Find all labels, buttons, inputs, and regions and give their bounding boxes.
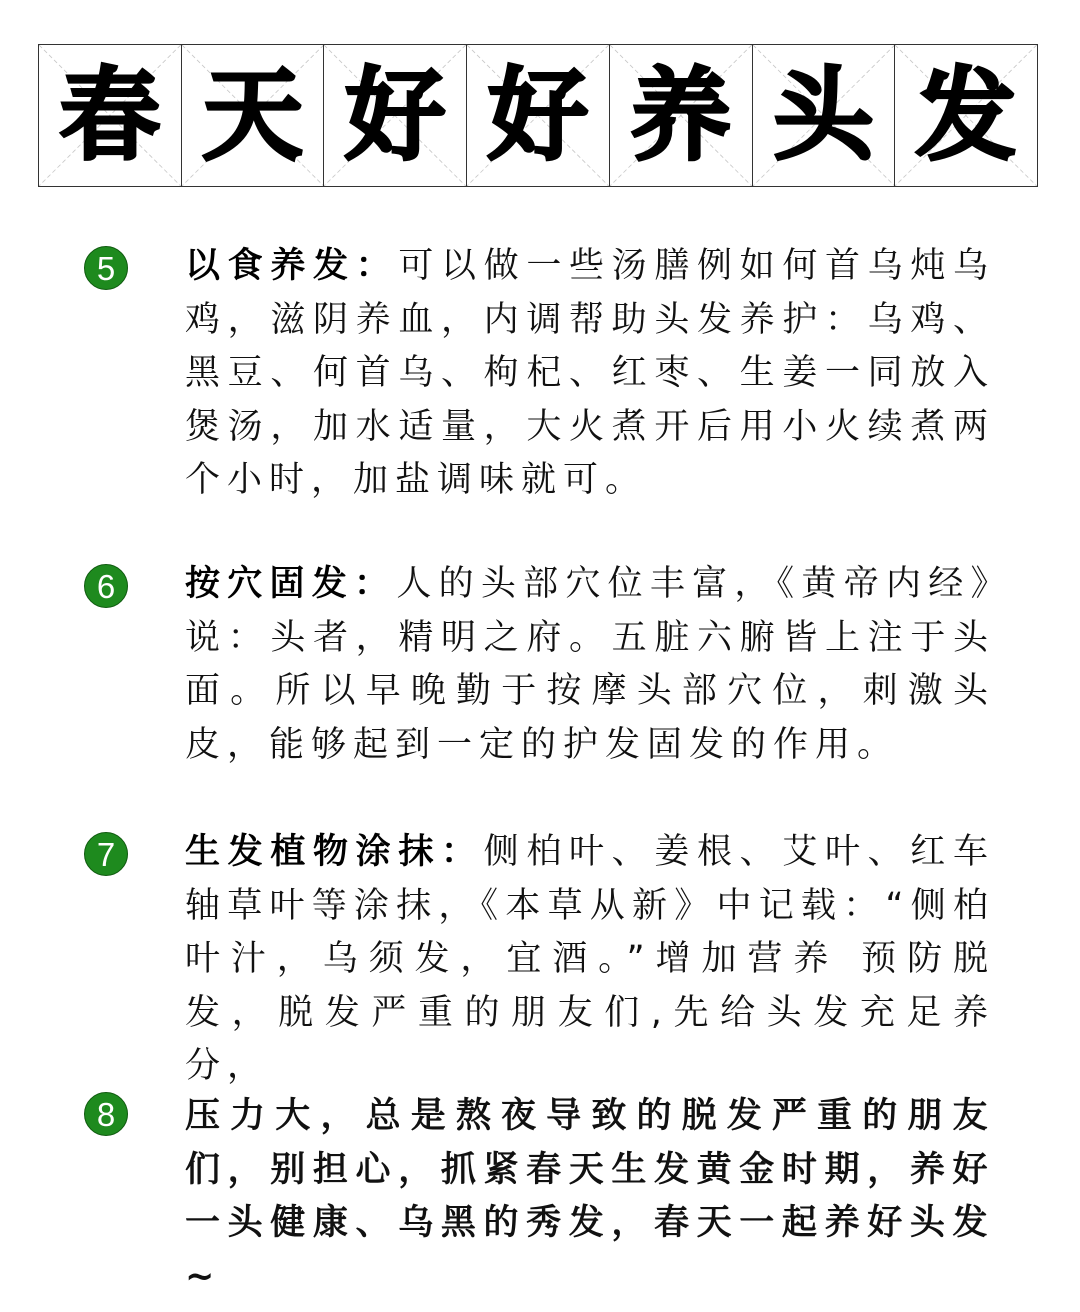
title-cell	[467, 45, 610, 186]
tip-body: 压力大，总是熬夜导致的脱发严重的朋友们，别担心，抓紧春天生发黄金时期，养好一头健康、乌黑的秀发，春天一起养好头发~	[185, 1096, 995, 1297]
number-badge: 6	[84, 564, 128, 608]
title-cell	[182, 45, 325, 186]
title-char: 好	[345, 56, 446, 174]
tip-body: 人的头部穴位丰富，《黄帝内经》说：头者，精明之府。五脏六腑皆上注于头面。所以早晚勤于按摩头部穴位，刺激头皮，能够起到一定的护发固发的作用。	[185, 564, 995, 765]
tip-heading: 以食养发：	[185, 246, 399, 286]
number-badge: 8	[84, 1092, 128, 1136]
tip-paragraph	[185, 558, 995, 772]
title-char: 养	[630, 56, 731, 174]
title-cell	[324, 45, 467, 186]
tip-body: 可以做一些汤膳例如何首乌炖乌鸡，滋阴养血，内调帮助头发养护：乌鸡、黑豆、何首乌、枸杞、红枣、生姜一同放入煲汤，加水适量，大火煮开后用小火续煮两个小时，加盐调味就可。	[185, 246, 995, 500]
tip-paragraph	[185, 240, 995, 508]
title-cell	[753, 45, 896, 186]
title-char: 头	[773, 56, 874, 174]
title-cell	[39, 45, 182, 186]
tip-paragraph	[185, 826, 995, 1094]
title-char: 好	[488, 56, 589, 174]
title-cell	[895, 45, 1037, 186]
title-grid	[38, 44, 1038, 187]
tip-heading: 生发植物涂抹：	[185, 832, 484, 872]
title-char: 天	[202, 56, 303, 174]
tip-body: 侧柏叶、姜根、艾叶、红车轴草叶等涂抹，《本草从新》中记载：“侧柏叶汁，乌须发，宜酒。”增加营养 预防脱发，脱发严重的朋友们,先给头发充足养分，	[185, 832, 995, 1086]
number-badge: 5	[84, 246, 128, 290]
title-cell	[610, 45, 753, 186]
number-badge: 7	[84, 832, 128, 876]
title-char: 春	[59, 56, 160, 174]
title-char: 发	[916, 56, 1017, 174]
tip-heading: 按穴固发：	[185, 564, 397, 604]
tip-paragraph	[185, 1090, 995, 1304]
